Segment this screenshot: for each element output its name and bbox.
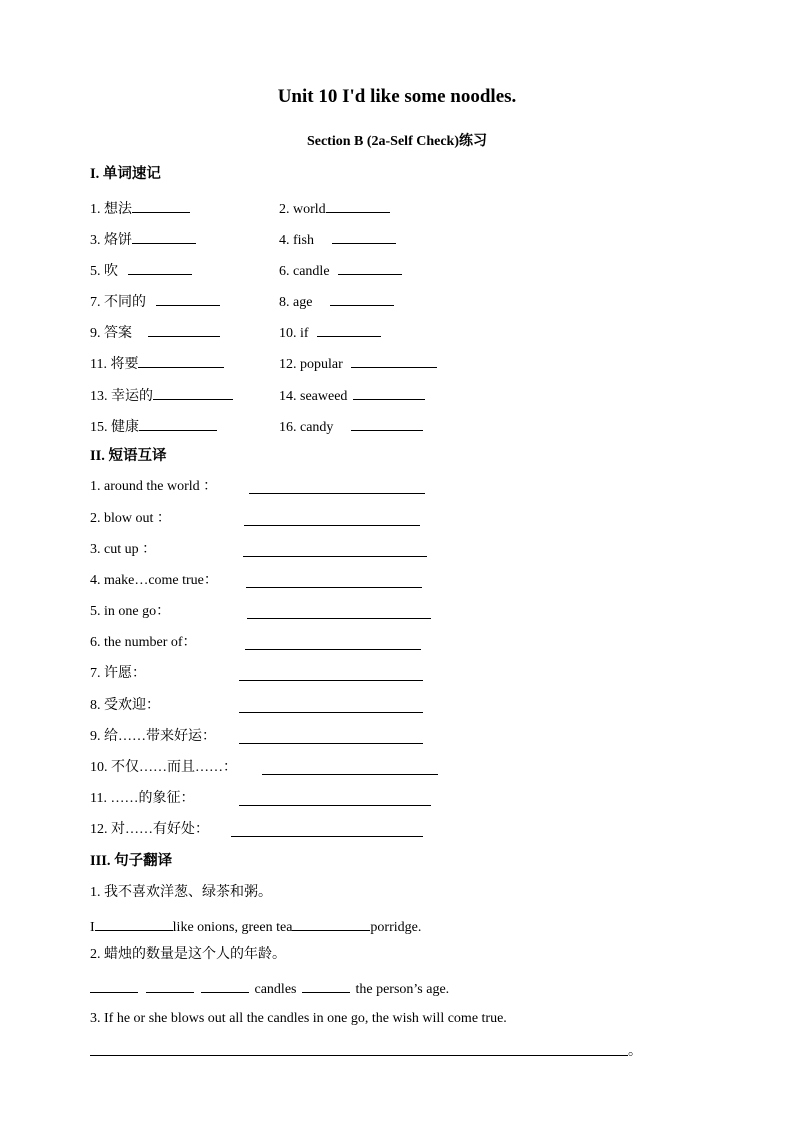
page-title: Unit 10 I'd like some noodles. — [277, 86, 517, 107]
answer-blank[interactable] — [353, 385, 425, 400]
answer-line[interactable] — [231, 836, 423, 837]
answer-line[interactable] — [239, 680, 423, 681]
sentence-2-english: candles the person’s age. — [90, 978, 449, 999]
vocab-item: 8. age — [279, 291, 394, 312]
phrase-item: 4. make…come true： — [90, 573, 218, 588]
answer-blank[interactable] — [90, 978, 138, 993]
section-3-heading: III. 句子翻译 — [90, 853, 173, 869]
answer-line[interactable] — [90, 1055, 628, 1056]
phrase-item: 3. cut up ： — [90, 542, 157, 557]
answer-blank[interactable] — [330, 291, 394, 306]
vocab-item: 15. 健康 — [90, 416, 217, 437]
vocab-item: 10. if — [279, 322, 381, 343]
answer-blank[interactable] — [351, 353, 437, 368]
sentence-1-chinese: 1. 我不喜欢洋葱、绿茶和粥。 — [90, 885, 272, 900]
phrase-item: 7. 许愿： — [90, 666, 146, 681]
sentence-1-english: I like onions, green tea porridge. — [90, 916, 421, 937]
phrase-item: 9. 给……带来好运： — [90, 729, 216, 744]
answer-line[interactable] — [245, 649, 421, 650]
answer-blank[interactable] — [317, 322, 381, 337]
answer-line[interactable] — [246, 587, 422, 588]
phrase-item: 10. 不仅……而且……： — [90, 760, 237, 775]
vocab-item: 5. 吹 — [90, 260, 192, 281]
answer-blank[interactable] — [138, 353, 224, 368]
phrase-item: 2. blow out ： — [90, 511, 171, 526]
vocab-item: 14. seaweed — [279, 385, 425, 406]
vocab-item: 6. candle — [279, 260, 402, 281]
answer-line[interactable] — [249, 493, 425, 494]
phrase-item: 6. the number of： — [90, 635, 197, 650]
answer-blank[interactable] — [201, 978, 249, 993]
vocab-item: 16. candy — [279, 416, 423, 437]
answer-blank[interactable] — [146, 978, 194, 993]
page-subtitle: Section B (2a-Self Check)练习 — [306, 134, 488, 149]
vocab-item: 4. fish — [279, 229, 396, 250]
phrase-item: 5. in one go： — [90, 604, 171, 619]
phrase-item: 8. 受欢迎： — [90, 698, 160, 713]
sentence-3-period: 。 — [628, 1044, 642, 1059]
answer-blank[interactable] — [139, 416, 217, 431]
answer-blank[interactable] — [148, 322, 220, 337]
sentence-2-chinese: 2. 蜡烛的数量是这个人的年龄。 — [90, 947, 286, 962]
vocab-item: 2. world — [279, 198, 390, 219]
vocab-item: 13. 幸运的 — [90, 385, 233, 406]
section-1-heading: I. 单词速记 — [90, 166, 161, 182]
phrase-item: 12. 对……有好处： — [90, 822, 209, 837]
answer-line[interactable] — [262, 774, 438, 775]
answer-blank[interactable] — [132, 229, 196, 244]
answer-blank[interactable] — [326, 198, 390, 213]
answer-line[interactable] — [239, 743, 423, 744]
answer-line[interactable] — [239, 712, 423, 713]
answer-blank[interactable] — [351, 416, 423, 431]
phrase-item: 11. ……的象征： — [90, 791, 195, 806]
answer-blank[interactable] — [128, 260, 192, 275]
section-2-heading: II. 短语互译 — [90, 448, 167, 464]
answer-line[interactable] — [247, 618, 431, 619]
answer-blank[interactable] — [95, 916, 173, 931]
answer-line[interactable] — [243, 556, 427, 557]
vocab-item: 12. popular — [279, 353, 437, 374]
answer-blank[interactable] — [292, 916, 370, 931]
answer-blank[interactable] — [156, 291, 220, 306]
vocab-item: 9. 答案 — [90, 322, 220, 343]
phrase-item: 1. around the world ： — [90, 479, 218, 494]
vocab-item: 11. 将要 — [90, 353, 224, 374]
answer-line[interactable] — [244, 525, 420, 526]
vocab-item: 7. 不同的 — [90, 291, 220, 312]
answer-blank[interactable] — [153, 385, 233, 400]
sentence-3-english: 3. If he or she blows out all the candles in one go, the wish will come true. — [90, 1011, 507, 1026]
answer-line[interactable] — [239, 805, 431, 806]
vocab-item: 1. 想法 — [90, 198, 190, 219]
answer-blank[interactable] — [132, 198, 190, 213]
vocab-item: 3. 烙饼 — [90, 229, 196, 250]
answer-blank[interactable] — [338, 260, 402, 275]
answer-blank[interactable] — [302, 978, 350, 993]
answer-blank[interactable] — [332, 229, 396, 244]
